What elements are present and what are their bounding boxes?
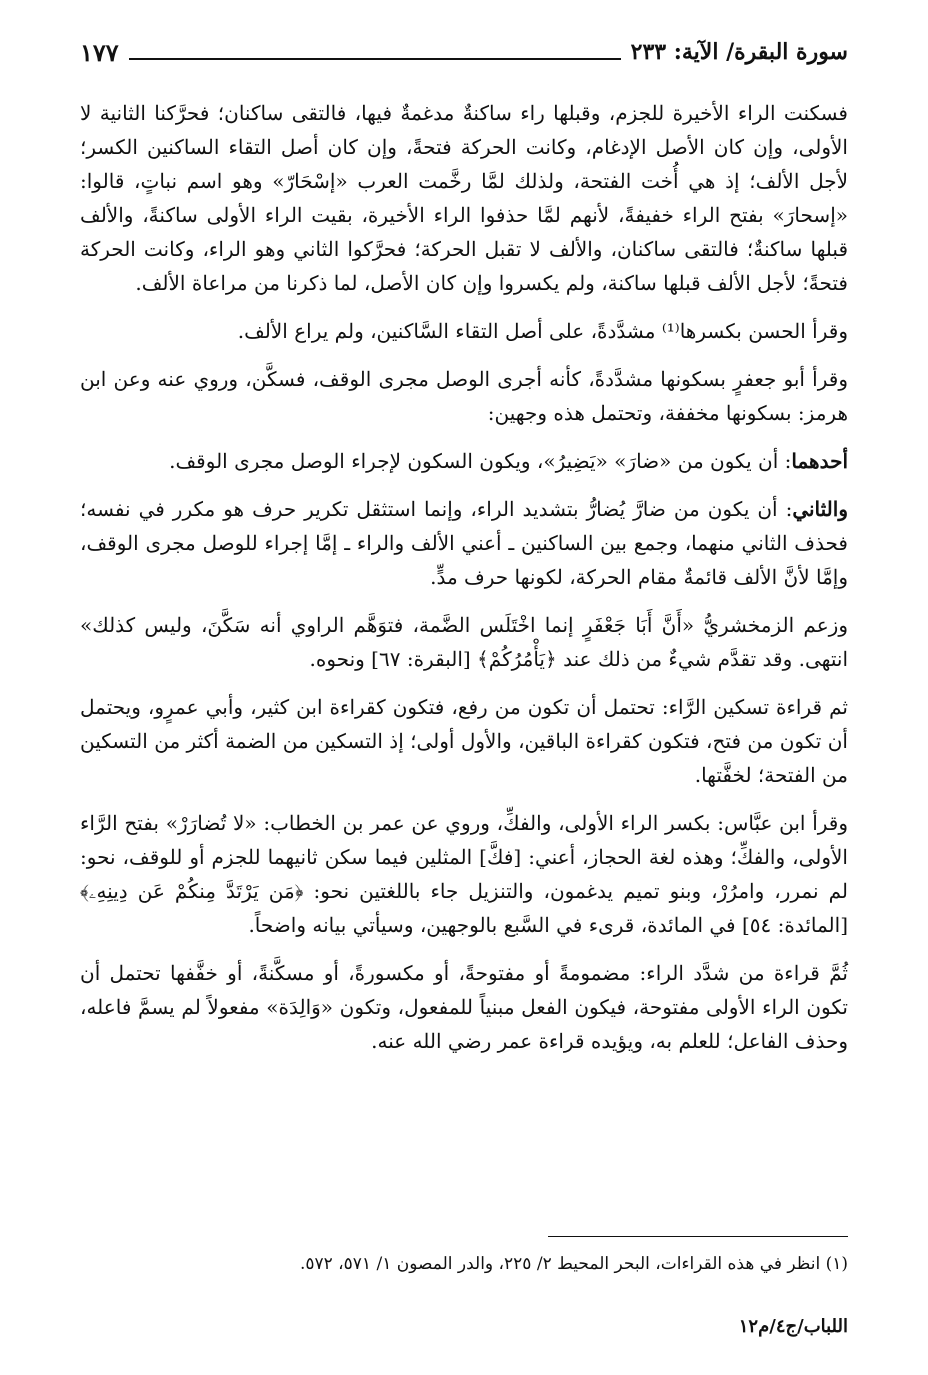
- paragraph-text: ثُمَّ قراءة من شدَّد الراء: مضمومةً أو مفتوحةً، أو مكسورةً، أو مسكَّنةً، أو خفَّفها تحتمل أن تكون الراء الأولى مفتوحة، فيكون الفعل مبنياً للمفعول، وتكون «وَالِدَة» مفعولاً لم يسمَّ فاعله، وحذف الفاعل؛ للعلم به، ويؤيده قراءة عمر رضي الله عنه.: [80, 961, 849, 1053]
- paragraph: [80, 314, 848, 348]
- header-rule: [129, 58, 621, 60]
- paragraph-text: فسكنت الراء الأخيرة للجزم، وقبلها راء ساكنةٌ مدغمةٌ فيها، فالتقى ساكنان؛ فحرَّكنا الثانية لا الأولى، وإن كان الأصل الإدغام، وكانت الحركة فتحةً، وإن كان أصل التقاء الساكنين الكسر؛ لأجل الألف؛ إذ هي أُخت الفتحة، ولذلك لمَّا رخَّمت العرب «إسْحَارّ» وهو اسم نباتٍ، قالوا: «إسحارَ» بفتح الراء خفيفةً، لأنهم لمَّا حذفوا الراء الأخيرة، بقيت الراء الأولى ساكنةً، والألف قبلها ساكنةٌ؛ فالتقى ساكنان، والألف لا تقبل الحركة؛ فحرَّكوا الثاني وهو الراء، وكانت الحركة فتحةً؛ لأجل الألف قبلها ساكنة، ولم يكسروا وإن كان الأصل، لما ذكرنا من مراعاة الألف.: [80, 101, 848, 295]
- page-number: ١٧٧: [80, 37, 119, 67]
- paragraph: [80, 806, 848, 942]
- page-header: [80, 34, 848, 70]
- paragraph-text: : أن يكون من ضارَّ يُضارُّ بتشديد الراء، وإنما استثقل تكرير حرف هو مكرر في نفسه؛ فحذف الثاني منهما، وجمع بين الساكنين ـ أعني الألف والراء ـ إمَّا إجراء للوصل مجرى الوقف، وإمَّا لأنَّ الألف قائمةٌ مقام الحركة، لكونها حرف مدٍّ.: [80, 497, 848, 589]
- paragraph-text: وقرأ الحسن بكسرها⁽¹⁾ مشدَّدةً، على أصل التقاء السَّاكنين، ولم يراع الألف.: [237, 319, 848, 343]
- paragraph-text: وقرأ أبو جعفرٍ بسكونها مشدَّدةً، كأنه أجرى الوصل مجرى الوقف، فسكَّن، وروي عنه وعن ابن هرمز: بسكونها مخففة، وتحتمل هذه وجهين:: [80, 367, 848, 425]
- footnote-divider: [548, 1236, 848, 1237]
- paragraph-lead: أحدهما: [791, 449, 848, 473]
- paragraph: [80, 690, 848, 792]
- paragraph: [80, 956, 848, 1058]
- paragraph: [80, 608, 848, 676]
- paragraph-text: وزعم الزمخشريُّ «أَنَّ أَبَا جَعْفَرٍ إنما اخْتَلَس الضَّمة، فتوَهَّم الراوي أنه سَكَّنَ، وليس كذلك» انتهى. وقد تقدَّم شيءٌ من ذلك عند ﴿يَأْمُرُكُمْ﴾ [البقرة: ٦٧] ونحوه.: [80, 613, 848, 671]
- paragraph-lead: والثاني: [792, 497, 848, 521]
- paragraph-text: وقرأ ابن عبَّاس: بكسر الراء الأولى، والفكِّ، وروي عن عمر بن الخطاب: «لا تُضارَرْ» بفتح الرَّاء الأولى، والفكِّ؛ وهذه لغة الحجاز، أعني: [فكَّ] المثلين فيما سكن ثانيهما للجزم أو للوقف، نحو: لم نمرر، وامرُرْ، وبنو تميم يدغمون، والتنزيل جاء باللغتين نحو: ﴿مَن يَرْتَدَّ مِنكُمْ عَن دِينِهِۦ﴾ [المائدة: ٥٤] في المائدة، قرىء في السَّبع بالوجهين، وسيأتي بيانه واضحاً.: [80, 811, 849, 937]
- paragraph: [80, 444, 848, 478]
- paragraph-text: ثم قراءة تسكين الرَّاء: تحتمل أن تكون من رفع، فتكون كقراءة ابن كثير، وأبي عمرٍو، ويحتمل أن تكون من فتح، فتكون كقراءة الباقين، والأول أولى؛ إذ التسكين من الضمة أكثر من التسكين من الفتحة؛ لخفَّتها.: [80, 695, 848, 787]
- paragraph: [80, 492, 848, 594]
- paragraph-text: : أن يكون من «ضارَ» «يَضِيرُ»، ويكون السكون لإجراء الوصل مجرى الوقف.: [169, 449, 792, 473]
- footnote: (١) انظر في هذه القراءات، البحر المحيط ٢/ ٢٢٥، والدر المصون ١/ ٥٧١، ٥٧٢.: [299, 1254, 848, 1274]
- paragraph: [80, 96, 848, 300]
- running-title: سورة البقرة/ الآية: ٢٣٣: [630, 39, 848, 65]
- paragraph: [80, 362, 848, 430]
- signature-mark: اللباب/ج٤/م١٢: [738, 1316, 848, 1337]
- page-body: [80, 96, 848, 1072]
